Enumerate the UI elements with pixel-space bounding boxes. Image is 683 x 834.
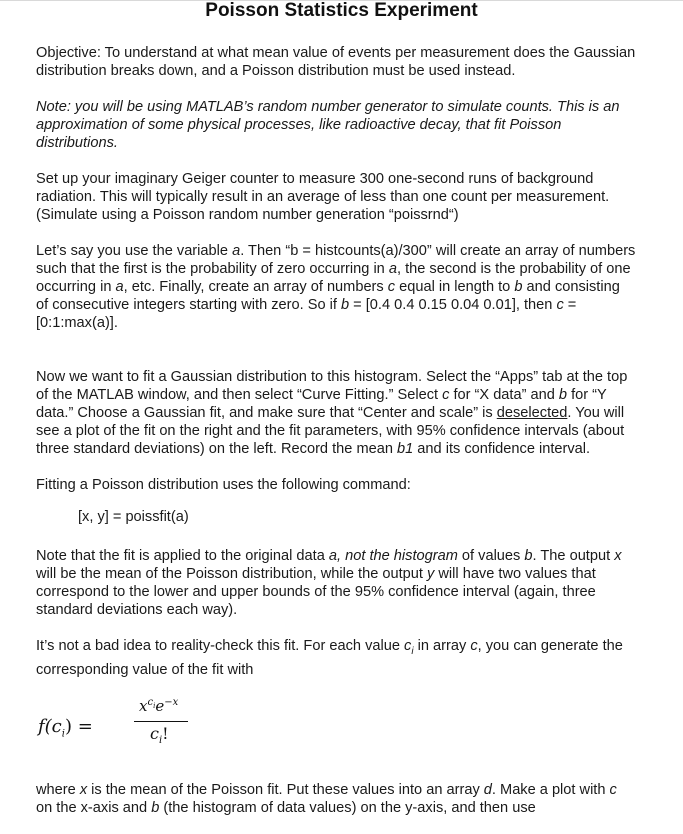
- italic-run: b: [524, 548, 533, 564]
- poisson-intro: Fitting a Poisson distribution uses the following command:: [36, 477, 411, 493]
- formula-lhs-text: f(c: [38, 715, 62, 737]
- final-paragraph: [36, 781, 636, 817]
- poisson-command: [x, y] = poissfit(a): [78, 509, 189, 525]
- formula-numerator: [139, 697, 178, 715]
- text-run: (the histogram of data values) on the y-axis, and then use: [159, 799, 536, 816]
- fit-note-paragraph: [36, 547, 636, 619]
- underlined-run: deselected: [496, 405, 568, 421]
- italic-run: x: [79, 781, 88, 798]
- reality-check-paragraph: [36, 637, 636, 679]
- text-run: for “X data” and: [449, 387, 559, 403]
- text-run: in array: [413, 638, 471, 654]
- text-run: Let’s say you use the variable: [36, 243, 233, 259]
- text-run: equal in length to: [395, 279, 515, 295]
- text-run: = [0:1:max(a)].: [36, 297, 577, 331]
- formula-den-c: c: [150, 723, 159, 743]
- text-run: and consisting of consecutive integers starting with zero. So if: [36, 279, 620, 313]
- italic-run: d: [483, 781, 492, 798]
- formula-num-e-exp: −x: [164, 696, 179, 708]
- italic-run: c: [442, 387, 450, 403]
- text-run: . You will see a plot of the fit on the right and the fit parameters, with 95% confidence intervals (about three standard deviations) on the left. Record the mean: [36, 405, 625, 457]
- italic-run: c: [404, 638, 412, 654]
- formula-den-sub: i: [158, 735, 163, 747]
- italic-run: b: [341, 297, 350, 313]
- formula-num-base: x: [139, 696, 148, 715]
- italic-run: a: [115, 279, 124, 295]
- text-run: where: [36, 781, 80, 798]
- text-run: , etc. Finally, create an array of numbers: [123, 279, 388, 295]
- subscript-run: i: [411, 645, 414, 657]
- text-run: will have two values that correspond to the lower and upper bounds of the 95% confidence interval (again, three standard deviations each way).: [36, 566, 596, 618]
- text-run: of values: [457, 548, 525, 564]
- formula-num-exp-sub: i: [153, 701, 156, 710]
- italic-run: a: [388, 261, 397, 277]
- text-run: is the mean of the Poisson fit. Put these values into an array: [87, 781, 484, 798]
- text-run: , you can generate the corresponding value of the fit with: [36, 638, 623, 678]
- text-run: = [0.4 0.4 0.15 0.04 0.01], then: [349, 297, 557, 313]
- italic-run: y: [427, 566, 435, 582]
- italic-run: c: [470, 638, 478, 654]
- variable-paragraph: [36, 242, 636, 332]
- objective-paragraph: Objective: To understand at what mean value of events per measurement does the Gaussian distribution breaks down, and a Poisson distribution must be used instead.: [36, 45, 636, 79]
- text-run: will be the mean of the Poisson distribution, while the output: [36, 566, 428, 582]
- italic-run: c: [556, 297, 564, 313]
- setup-paragraph: Set up your imaginary Geiger counter to measure 300 one-second runs of background radiation. This will typically result in an average of less than one count per measurement. (Simulate using a Poisson random number generation “poissrnd“): [36, 171, 610, 223]
- italic-run: c: [387, 279, 396, 295]
- note-paragraph: Note: you will be using MATLAB’s random number generator to simulate counts. This is an approximation of some physical processes, like radioactive decay, that fit Poisson distributions.: [36, 99, 620, 151]
- fraction-bar: [134, 721, 188, 722]
- italic-run: b: [514, 279, 523, 295]
- page-title: Poisson Statistics Experiment: [205, 0, 478, 21]
- text-run: , the second is the probability of one occurring in: [36, 261, 631, 295]
- text-run: on the x-axis and: [36, 799, 152, 816]
- italic-run: b: [558, 387, 568, 403]
- document-body: [36, 44, 636, 817]
- formula-lhs-end: ) =: [64, 715, 93, 737]
- italic-run: b1: [397, 441, 414, 457]
- text-run: It’s not a bad idea to reality-check this fit. For each value: [36, 638, 405, 654]
- italic-run: x: [614, 548, 622, 564]
- italic-run: c: [609, 781, 617, 798]
- text-run: and its confidence interval.: [413, 441, 591, 457]
- formula-num-e: e: [155, 696, 165, 715]
- text-run: . Then “b = histcounts(a)/300” will create an array of numbers such that the first is the probability of zero occurring in: [36, 243, 636, 277]
- text-run: Note that the fit is applied to the original data: [36, 548, 329, 564]
- formula-den-end: !: [162, 723, 169, 743]
- poisson-formula: [38, 697, 636, 761]
- gaussian-paragraph: [36, 368, 636, 458]
- italic-run: a: [232, 243, 241, 259]
- text-run: . The output: [532, 548, 615, 564]
- formula-lhs: [38, 716, 93, 740]
- formula-lhs-sub: i: [61, 728, 65, 740]
- text-run: . Make a plot with: [491, 781, 610, 798]
- formula-denominator: [150, 724, 169, 746]
- text-run: Now we want to fit a Gaussian distribution to this histogram. Select the “Apps” tab at the top of the MATLAB window, and then select “Curve Fitting.” Select: [36, 369, 628, 403]
- formula-num-exp: c: [147, 696, 154, 708]
- italic-run: b: [151, 799, 160, 816]
- text-run: for “Y data.” Choose a Gaussian fit, and make sure that “Center and scale” is: [36, 387, 607, 421]
- italic-run: a, not the histogram: [328, 548, 458, 564]
